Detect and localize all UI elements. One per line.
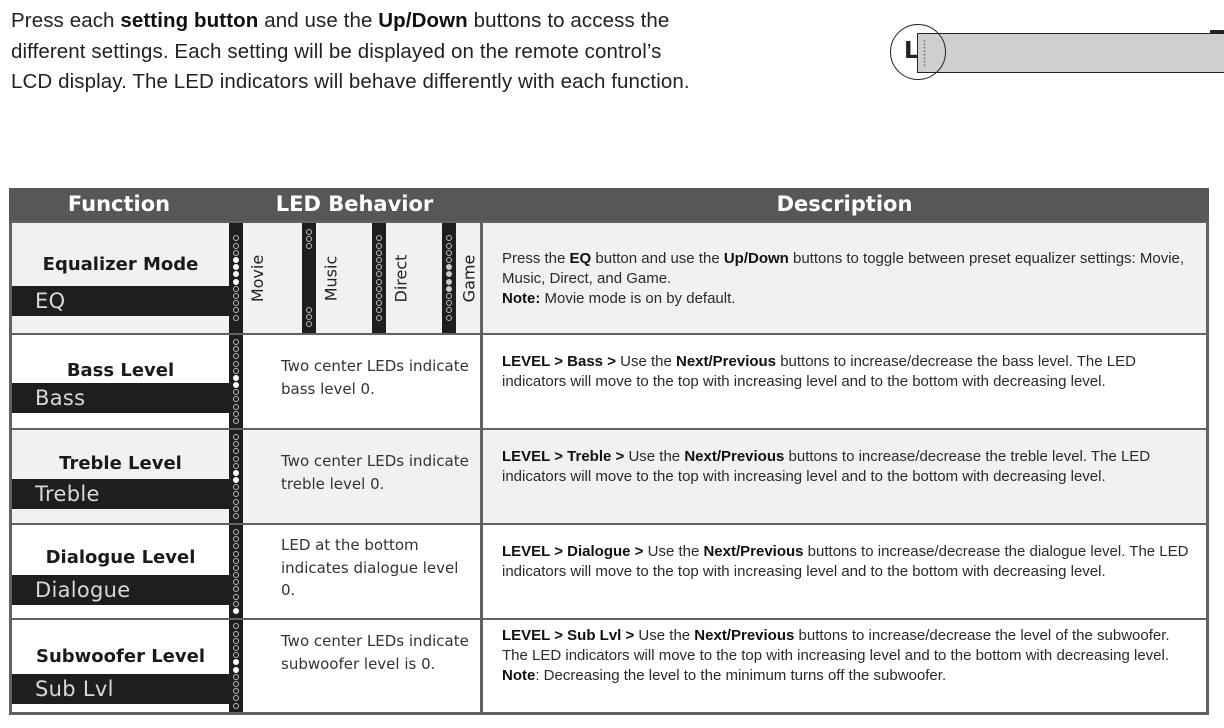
table-row-bass xyxy=(12,335,1206,428)
led-strip xyxy=(229,525,243,618)
led-strip-game xyxy=(442,223,456,333)
lcd-label: EQ xyxy=(12,286,229,316)
function-cell xyxy=(12,223,229,333)
led-behavior-text: Two center LEDs indicate bass level 0. xyxy=(281,357,469,398)
led-strip-music xyxy=(302,223,316,333)
led-behavior-text: Two center LEDs indicate subwoofer level is 0. xyxy=(281,632,469,673)
description-cell xyxy=(483,620,1206,712)
led-strip xyxy=(229,430,243,523)
intro-line-3: LCD display. The LED indicators will behave differently with each function. xyxy=(11,70,690,93)
description-text: LEVEL > Sub Lvl > Use the Next/Previous buttons to increase/decrease the level of the subwoofer. The LED indicators will move to the top with increasing level and to the bottom with decreasing level. Note: Decreasing the level to the minimum turns off the subwoofer. xyxy=(502,627,1170,684)
led-strip-direct xyxy=(372,223,386,333)
function-title: Treble Level xyxy=(59,453,182,474)
header-description: Description xyxy=(776,192,913,216)
table-header xyxy=(9,188,1209,221)
led-behavior-cell xyxy=(229,430,480,523)
function-title: Equalizer Mode xyxy=(42,254,199,275)
settings-table xyxy=(9,188,1209,715)
function-title: Dialogue Level xyxy=(45,547,196,568)
mode-label-game: Game xyxy=(459,254,479,302)
led-behavior-text: Two center LEDs indicate treble level 0. xyxy=(281,452,469,493)
description-cell xyxy=(483,525,1206,618)
header-led-behavior: LED Behavior xyxy=(275,192,434,216)
description-cell xyxy=(483,430,1206,523)
lcd-label: Treble xyxy=(12,479,229,509)
led-behavior-cell xyxy=(229,525,480,618)
function-title: Bass Level xyxy=(66,360,175,381)
description-cell xyxy=(483,335,1206,428)
header-function: Function xyxy=(67,192,171,216)
intro-text: buttons to access the xyxy=(467,9,670,32)
function-cell xyxy=(12,430,229,523)
function-cell xyxy=(12,525,229,618)
remote-edge-mark xyxy=(1210,30,1224,33)
led-behavior-cell xyxy=(229,223,480,333)
intro-text: and use the xyxy=(258,9,379,32)
lcd-label: Sub Lvl xyxy=(12,674,229,704)
intro-bold-up-down: Up/Down xyxy=(378,9,468,32)
led-strip-movie xyxy=(229,223,243,333)
intro-line-2: different settings. Each setting will be displayed on the remote control’s xyxy=(11,39,662,63)
intro-paragraph xyxy=(11,6,851,98)
led-strip xyxy=(229,335,243,428)
led-behavior-text: LED at the bottom indicates dialogue level 0. xyxy=(281,536,459,599)
description-cell xyxy=(483,223,1206,333)
led-behavior-cell xyxy=(229,335,480,428)
intro-bold-setting-button: setting button xyxy=(120,9,259,32)
led-behavior-cell xyxy=(229,620,480,712)
mode-label-movie: Movie xyxy=(248,254,268,302)
table-row-subwoofer xyxy=(12,620,1206,712)
function-title: Subwoofer Level xyxy=(36,646,205,667)
table-row-equalizer xyxy=(12,223,1206,333)
description-text: LEVEL > Dialogue > Use the Next/Previous buttons to increase/decrease the dialogue level. The LED indicators will move to the top with increasing level and to the bottom with decreasing level. xyxy=(502,543,1189,580)
led-strip xyxy=(229,620,243,712)
mode-label-music: Music xyxy=(321,255,341,301)
table-row-treble xyxy=(12,430,1206,523)
description-text: LEVEL > Treble > Use the Next/Previous buttons to increase/decrease the treble level. The LED indicators will move to the top with increasing level and to the bottom with decreasing level. xyxy=(502,448,1151,485)
callout-letter: L xyxy=(904,38,919,64)
description-text: Press the EQ button and use the Up/Down buttons to toggle between preset equalizer settings: Movie, Music, Direct, and Game. Note: Movie mode is on by default. xyxy=(502,250,1185,307)
description-text: LEVEL > Bass > Use the Next/Previous buttons to increase/decrease the bass level. The LED indicators will move to the top with increasing level and to the bottom with decreasing level. xyxy=(502,353,1136,390)
table-row-dialogue xyxy=(12,525,1206,618)
lcd-label: Bass xyxy=(12,383,229,413)
remote-lcd-illustration xyxy=(917,33,1224,73)
mode-label-direct: Direct xyxy=(391,254,411,302)
intro-text: Press each xyxy=(11,9,121,32)
function-cell xyxy=(12,335,229,428)
lcd-label: Dialogue xyxy=(12,575,229,605)
function-cell xyxy=(12,620,229,712)
